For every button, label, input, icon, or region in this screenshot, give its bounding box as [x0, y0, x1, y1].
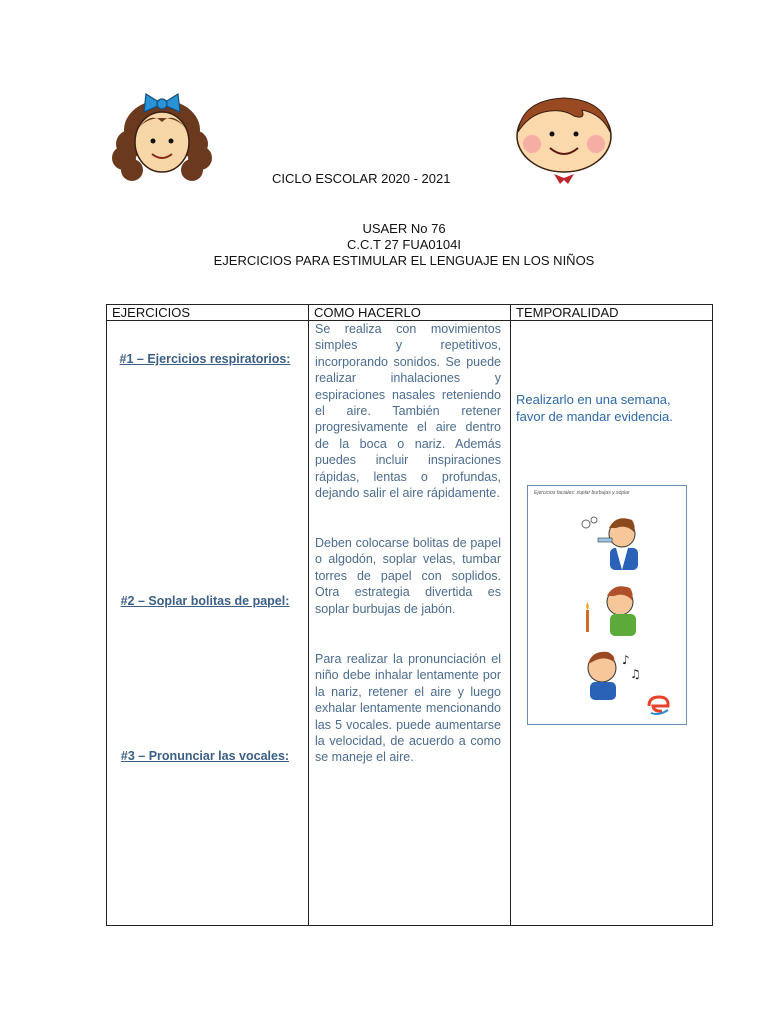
- usaer-label: USAER No 76: [362, 221, 446, 236]
- child-blowing-bubbles-icon: [576, 510, 646, 572]
- publisher-logo-icon: [646, 694, 672, 716]
- temporalidad-text: Realizarlo en una semana, favor de mandar evidencia.: [516, 392, 673, 424]
- child-pronouncing-vowels-icon: [578, 646, 648, 702]
- column-header-ejercicios: EJERCICIOS: [107, 305, 309, 321]
- exercises-cell: [107, 321, 309, 926]
- exercise-1-title: #1 – Ejercicios respiratorios:: [119, 352, 291, 366]
- table-header-row: [107, 305, 713, 321]
- svg-text:♪: ♪: [622, 653, 630, 667]
- table-row: [107, 321, 713, 926]
- boy-face-icon: [512, 94, 616, 186]
- instructions-cell: [309, 321, 511, 926]
- exercise-3-instructions: Para realizar la pronunciación el niño debe inhalar lentamente por la nariz, retener el aire y luego exhalar lentamente mencionando las 5 vocales. puede aumentarse la velocidad, de acuerdo a como se maneje el aire.: [315, 652, 501, 765]
- child-blowing-candle-icon: [576, 580, 646, 638]
- breathing-exercises-illustration: [527, 485, 687, 725]
- document-title: EJERCICIOS PARA ESTIMULAR EL LENGUAJE EN LOS NIÑOS: [213, 253, 595, 268]
- temporalidad-cell: [511, 321, 713, 926]
- column-header-como-hacerlo: COMO HACERLO: [309, 305, 511, 321]
- svg-text:♫: ♫: [630, 667, 641, 681]
- exercise-2-instructions: Deben colocarse bolitas de papel o algodón, soplar velas, tumbar torres de papel con soplidos. Otra estrategia divertida es soplar burbujas de jabón.: [315, 536, 501, 616]
- illustration-caption: Ejercicios faciales: soplar burbujas y soplar: [534, 490, 630, 496]
- girl-face-icon: [110, 92, 214, 184]
- exercise-1-instructions: Se realiza con movimientos simples y repetitivos, incorporando sonidos. Se puede realizar inhalaciones y espiraciones nasales reteniendo el aire. También retener progresivamente el aire dentro de la boca o nariz. Además puedes incluir inspiraciones rápidas, lentas o profundas, dejando salir el aire rápidamente.: [315, 322, 501, 501]
- column-header-temporalidad: TEMPORALIDAD: [511, 305, 713, 321]
- exercise-2-title: #2 – Soplar bolitas de papel:: [120, 594, 290, 608]
- school-year-label: CICLO ESCOLAR 2020 - 2021: [272, 171, 451, 186]
- exercises-table: [106, 304, 713, 926]
- cct-label: C.C.T 27 FUA0104I: [347, 237, 461, 252]
- exercise-3-title: #3 – Pronunciar las vocales:: [120, 749, 290, 763]
